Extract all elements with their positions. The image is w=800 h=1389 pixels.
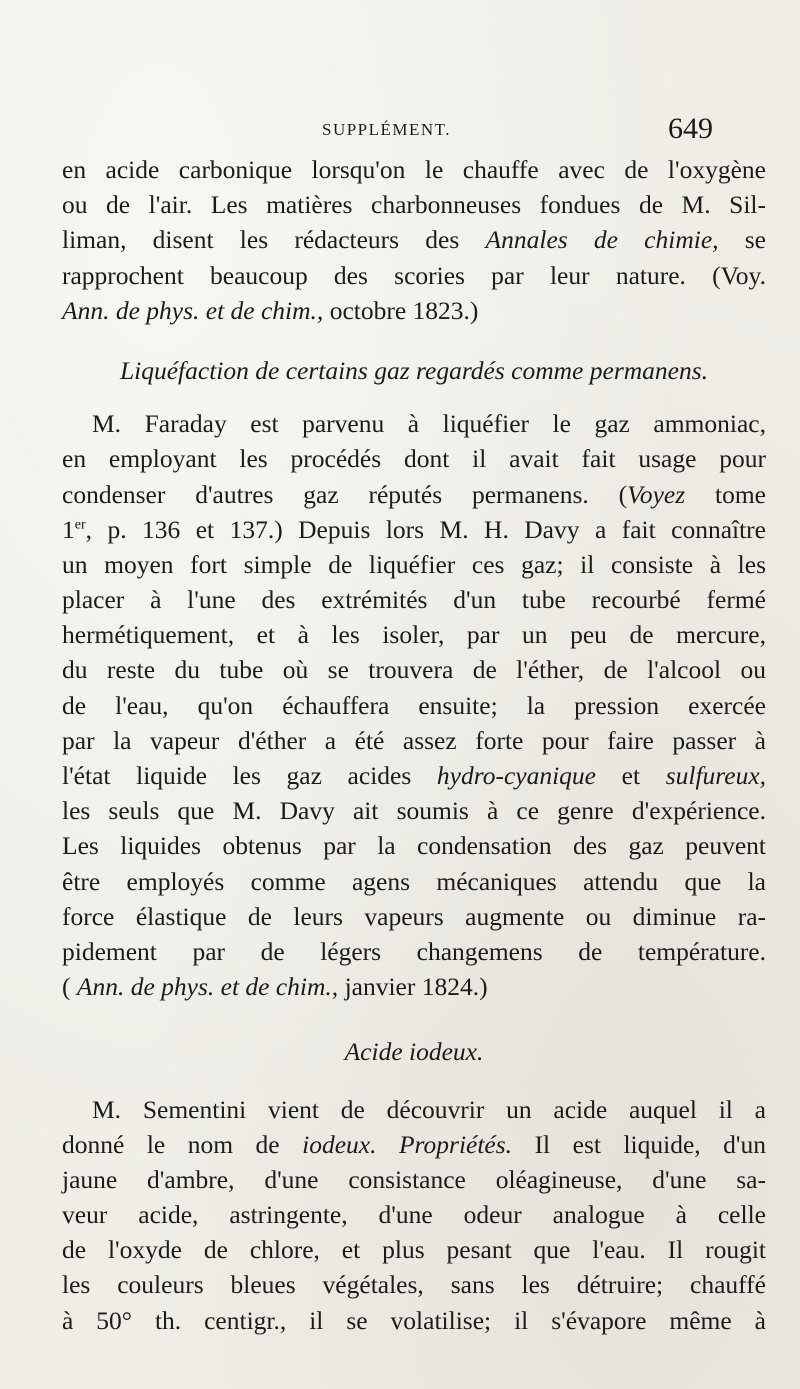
text-line: donné le nom de iodeux. Propriétés. Il est liquide, d'un bbox=[62, 1129, 767, 1159]
text-line: M. Sementini vient de découvrir un acide auquel il a bbox=[92, 1094, 766, 1124]
text-line: par la vapeur d'éther a été assez forte pour faire passer à bbox=[62, 725, 766, 755]
text-line: ( Ann. de phys. et de chim., janvier 1824.) bbox=[62, 972, 488, 1002]
text-line: à 50° th. centigr., il se volatilise; il s'évapore même à bbox=[62, 1305, 766, 1335]
text-line: jaune d'ambre, d'une consistance oléagineuse, d'une sa- bbox=[62, 1164, 766, 1194]
text-line: 1er, p. 136 et 137.) Depuis lors M. H. Davy a fait connaître bbox=[62, 514, 766, 544]
text-line: Les liquides obtenus par la condensation des gaz peuvent bbox=[62, 831, 766, 861]
text-line: les seuls que M. Davy ait soumis à ce genre d'expérience. bbox=[62, 796, 766, 826]
text-line: rapprochent beaucoup des scories par leur nature. (Voy. bbox=[62, 260, 766, 290]
text-line: M. Faraday est parvenu à liquéfier le gaz ammoniac, bbox=[92, 409, 766, 439]
text-line: un moyen fort simple de liquéfier ces gaz; il consiste à les bbox=[62, 549, 766, 579]
text-line: hermétiquement, et à les isoler, par un peu de mercure, bbox=[62, 620, 766, 650]
text-line: en acide carbonique lorsqu'on le chauffe avec de l'oxygène bbox=[62, 155, 766, 184]
section-heading: Liquéfaction de certains gaz regardés comme permanens. bbox=[119, 355, 709, 385]
text-line: ou de l'air. Les matières charbonneuses fondues de M. Sil- bbox=[62, 190, 766, 220]
text-line: Ann. de phys. et de chim., octobre 1823.) bbox=[62, 295, 479, 325]
text-line: les couleurs bleues végétales, sans les détruire; chauffé bbox=[62, 1270, 766, 1300]
body-text bbox=[62, 152, 766, 1338]
text-line: être employés comme agens mécaniques attendu que la bbox=[62, 866, 766, 896]
text-line: liman, disent les rédacteurs des Annales de chimie, se bbox=[62, 225, 766, 255]
text-line: condenser d'autres gaz réputés permanens. (Voyez tome bbox=[62, 479, 767, 509]
text-line: l'état liquide les gaz acides hydro-cyanique et sulfureux, bbox=[62, 761, 767, 790]
section-heading: Acide iodeux. bbox=[344, 1037, 484, 1067]
text-line: placer à l'une des extrémités d'un tube recourbé fermé bbox=[62, 585, 766, 615]
text-line: du reste du tube où se trouvera de l'éther, de l'alcool ou bbox=[62, 655, 766, 685]
text-line: en employant les procédés dont il avait fait usage pour bbox=[62, 444, 766, 474]
text-line: de l'eau, qu'on échauffera ensuite; la pression exercée bbox=[62, 690, 766, 720]
text-line: de l'oxyde de chlore, et plus pesant que l'eau. Il rougit bbox=[62, 1235, 766, 1265]
text-line: pidement par de légers changemens de température. bbox=[62, 936, 766, 966]
text-line: force élastique de leurs vapeurs augmente ou diminue ra- bbox=[62, 901, 766, 931]
running-head: SUPPLÉMENT. bbox=[322, 120, 452, 139]
text-line: veur acide, astringente, d'une odeur analogue à celle bbox=[62, 1200, 766, 1230]
page-header bbox=[0, 112, 800, 152]
page-number: 649 bbox=[668, 112, 713, 145]
